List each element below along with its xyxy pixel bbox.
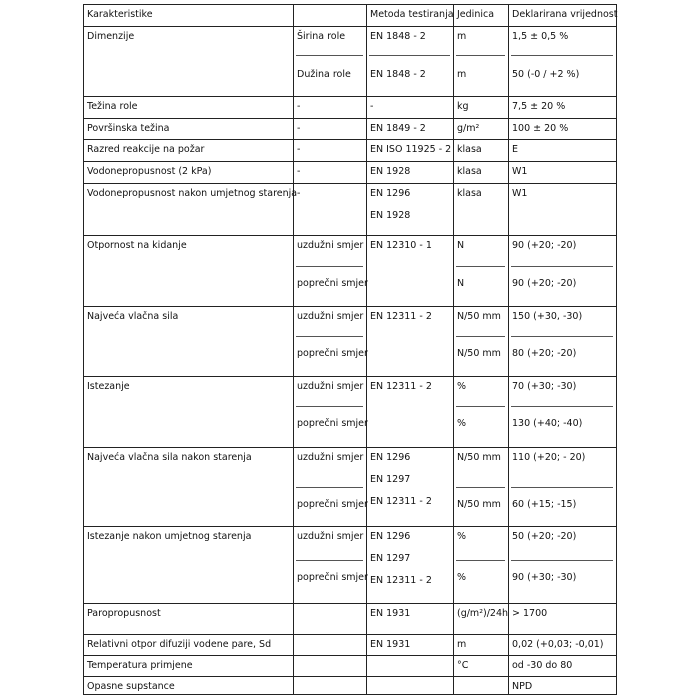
test-method: EN 1297 <box>370 474 411 485</box>
test-method: EN 1928 <box>370 210 411 221</box>
unit-cell: (g/m²)/24h <box>457 608 509 619</box>
table-horizontal-rule <box>83 26 617 27</box>
unit-cell: N <box>457 278 465 289</box>
sub-row-divider <box>511 487 613 488</box>
row-label: Najveća vlačna sila nakon starenja <box>87 452 252 463</box>
unit-cell: % <box>457 531 467 542</box>
declared-value-cell: 110 (+20; - 20) <box>512 452 586 463</box>
sub-row-divider <box>511 560 613 561</box>
table-vertical-rule <box>293 4 294 694</box>
sub-row-divider <box>456 560 505 561</box>
declared-value-cell: 0,02 (+0,03; -0,01) <box>512 639 604 650</box>
test-method: EN 1296 <box>370 452 411 463</box>
test-method: EN 1928 <box>370 166 411 177</box>
declared-value-cell: 90 (+30; -30) <box>512 572 577 583</box>
sub-characteristic: - <box>297 166 301 177</box>
table-horizontal-rule <box>83 447 617 448</box>
declared-value-cell: 50 (-0 / +2 %) <box>512 69 580 80</box>
row-label: Težina role <box>87 101 138 112</box>
unit-cell: N/50 mm <box>457 348 501 359</box>
header-unit: Jedinica <box>457 9 495 20</box>
row-label: Relativni otpor difuziji vodene pare, Sd <box>87 639 272 650</box>
row-label: Istezanje <box>87 381 130 392</box>
declared-value-cell: 70 (+30; -30) <box>512 381 577 392</box>
sub-characteristic: Širina role <box>297 31 346 42</box>
sub-characteristic: - <box>297 144 301 155</box>
sub-row-divider <box>296 406 363 407</box>
test-method: EN ISO 11925 - 2 <box>370 144 452 155</box>
declared-value-cell: 60 (+15; -15) <box>512 499 577 510</box>
table-horizontal-rule <box>83 655 617 656</box>
sub-row-divider <box>296 336 363 337</box>
table-horizontal-rule <box>83 376 617 377</box>
unit-cell: g/m² <box>457 123 480 134</box>
sub-row-divider <box>511 266 613 267</box>
test-method: EN 12311 - 2 <box>370 381 432 392</box>
sub-row-divider <box>369 55 450 56</box>
unit-cell: m <box>457 639 467 650</box>
unit-cell: klasa <box>457 166 482 177</box>
sub-characteristic: - <box>297 123 301 134</box>
declared-value-cell: 1,5 ± 0,5 % <box>512 31 569 42</box>
sub-row-divider <box>296 560 363 561</box>
unit-cell: °C <box>457 660 469 671</box>
row-label: Vodonepropusnost nakon umjetnog starenja <box>87 188 298 199</box>
table-horizontal-rule <box>83 526 617 527</box>
test-method: EN 1296 <box>370 188 411 199</box>
declared-value-cell: 130 (+40; -40) <box>512 418 583 429</box>
sub-characteristic: uzdužni smjer <box>297 311 364 322</box>
unit-cell: N/50 mm <box>457 499 501 510</box>
sub-row-divider <box>511 336 613 337</box>
declared-value-cell: 90 (+20; -20) <box>512 278 577 289</box>
sub-characteristic: poprečni smjer <box>297 499 368 510</box>
table-horizontal-rule <box>83 235 617 236</box>
unit-cell: klasa <box>457 144 482 155</box>
unit-cell: m <box>457 31 467 42</box>
unit-cell: % <box>457 381 467 392</box>
declared-value-cell: W1 <box>512 188 528 199</box>
row-label: Otpornost na kidanje <box>87 240 187 251</box>
declared-value-cell: 7,5 ± 20 % <box>512 101 566 112</box>
sub-row-divider <box>511 406 613 407</box>
table-vertical-rule <box>508 4 509 694</box>
header-value: Deklarirana vrijednost <box>512 9 618 20</box>
table-horizontal-rule <box>83 118 617 119</box>
sub-characteristic: - <box>297 101 301 112</box>
declared-value-cell: > 1700 <box>512 608 548 619</box>
test-method: EN 1931 <box>370 608 411 619</box>
declared-value-cell: 150 (+30, -30) <box>512 311 583 322</box>
declared-value-cell: W1 <box>512 166 528 177</box>
test-method: EN 12311 - 2 <box>370 311 432 322</box>
table-vertical-rule <box>616 4 617 694</box>
row-label: Temperatura primjene <box>87 660 193 671</box>
header-characteristic: Karakteristike <box>87 9 153 20</box>
table-horizontal-rule <box>83 306 617 307</box>
declared-value-cell: 90 (+20; -20) <box>512 240 577 251</box>
sub-characteristic: uzdužni smjer <box>297 531 364 542</box>
table-horizontal-rule <box>83 603 617 604</box>
table-vertical-rule <box>453 4 454 694</box>
table-horizontal-rule <box>83 183 617 184</box>
table-horizontal-rule <box>83 634 617 635</box>
unit-cell: % <box>457 572 467 583</box>
declared-value-cell: NPD <box>512 681 533 692</box>
table-horizontal-rule <box>83 139 617 140</box>
sub-row-divider <box>296 266 363 267</box>
row-label: Površinska težina <box>87 123 170 134</box>
test-method: - <box>370 101 374 112</box>
test-method: EN 1848 - 2 <box>370 69 426 80</box>
sub-characteristic: poprečni smjer <box>297 278 368 289</box>
header-method: Metoda testiranja <box>370 9 454 20</box>
test-method: EN 1931 <box>370 639 411 650</box>
test-method: EN 12311 - 2 <box>370 496 432 507</box>
row-label: Paropropusnost <box>87 608 161 619</box>
unit-cell: N/50 mm <box>457 452 501 463</box>
sub-row-divider <box>456 336 505 337</box>
row-label: Najveća vlačna sila <box>87 311 179 322</box>
table-horizontal-rule <box>83 161 617 162</box>
sub-row-divider <box>296 487 363 488</box>
sub-row-divider <box>456 487 505 488</box>
unit-cell: kg <box>457 101 469 112</box>
sub-characteristic: Dužina role <box>297 69 351 80</box>
test-method: EN 12310 - 1 <box>370 240 432 251</box>
row-label: Opasne supstance <box>87 681 175 692</box>
test-method: EN 12311 - 2 <box>370 575 432 586</box>
sub-row-divider <box>456 55 505 56</box>
declared-value-cell: E <box>512 144 519 155</box>
row-label: Istezanje nakon umjetnog starenja <box>87 531 252 542</box>
sub-row-divider <box>456 266 505 267</box>
sub-characteristic: uzdužni smjer <box>297 452 364 463</box>
test-method: EN 1297 <box>370 553 411 564</box>
test-method: EN 1296 <box>370 531 411 542</box>
unit-cell: N <box>457 240 465 251</box>
sub-characteristic: - <box>297 188 301 199</box>
row-label: Vodonepropusnost (2 kPa) <box>87 166 212 177</box>
unit-cell: % <box>457 418 467 429</box>
sub-characteristic: uzdužni smjer <box>297 240 364 251</box>
unit-cell: klasa <box>457 188 482 199</box>
test-method: EN 1849 - 2 <box>370 123 426 134</box>
declared-value-cell: 100 ± 20 % <box>512 123 569 134</box>
row-label: Razred reakcije na požar <box>87 144 205 155</box>
sub-row-divider <box>511 55 613 56</box>
unit-cell: m <box>457 69 467 80</box>
declared-value-cell: od -30 do 80 <box>512 660 573 671</box>
sub-characteristic: poprečni smjer <box>297 572 368 583</box>
row-label: Dimenzije <box>87 31 135 42</box>
table-horizontal-rule <box>83 96 617 97</box>
sub-row-divider <box>456 406 505 407</box>
table-vertical-rule <box>83 4 84 694</box>
declared-value-cell: 80 (+20; -20) <box>512 348 577 359</box>
table-horizontal-rule <box>83 694 617 695</box>
sub-row-divider <box>296 55 363 56</box>
sub-characteristic: uzdužni smjer <box>297 381 364 392</box>
table-horizontal-rule <box>83 4 617 5</box>
unit-cell: N/50 mm <box>457 311 501 322</box>
test-method: EN 1848 - 2 <box>370 31 426 42</box>
sub-characteristic: poprečni smjer <box>297 418 368 429</box>
sub-characteristic: poprečni smjer <box>297 348 368 359</box>
table-horizontal-rule <box>83 676 617 677</box>
declared-value-cell: 50 (+20; -20) <box>512 531 577 542</box>
